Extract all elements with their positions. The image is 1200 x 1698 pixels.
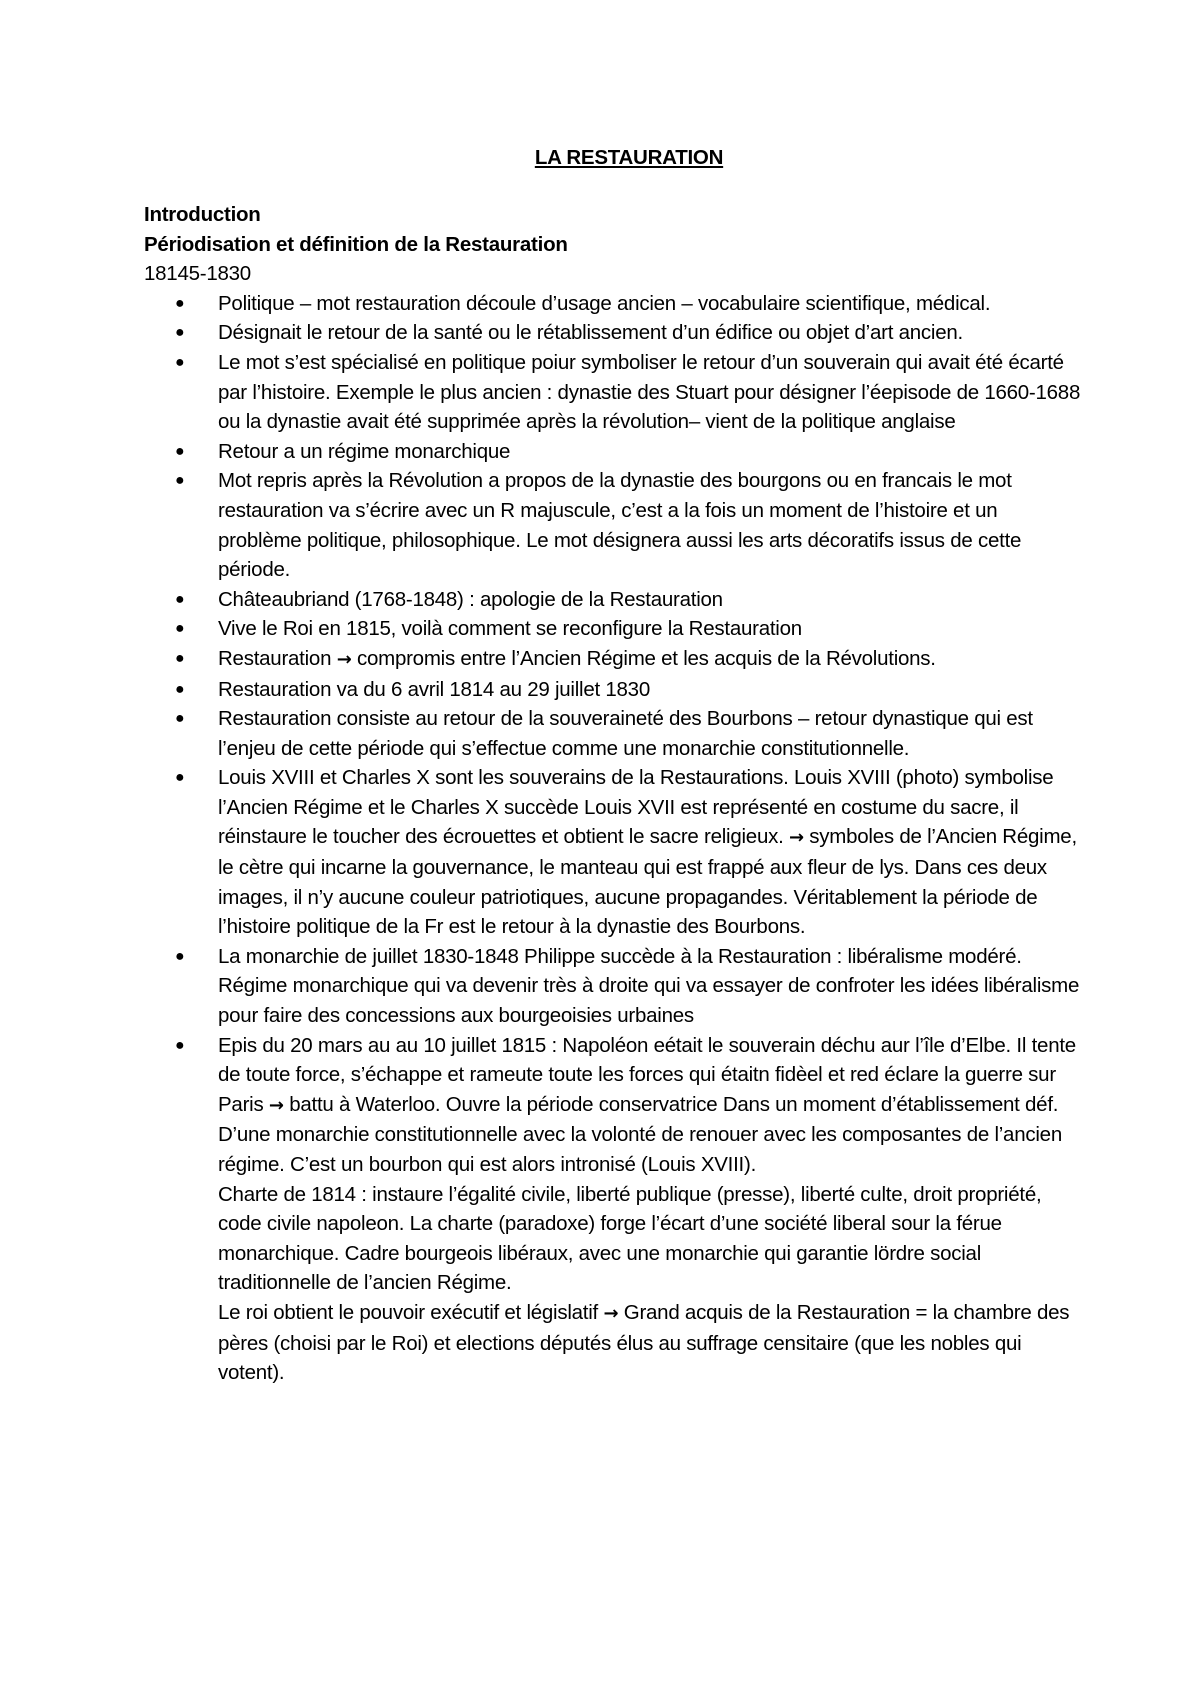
text-segment: Louis XVIII et Charles X sont les souverains de la Restaurations. Louis XVIII (photo) symbolise l’Ancien Régime et le Charles X succède Louis XVII est représenté en costume du sacre, il réinstaure le toucher des écrouettes et obtient le sacre religieux. [218,766,1054,849]
bullet-icon: ● [175,710,185,728]
bullet-icon: ● [175,1036,185,1054]
list-item-text: Désignait le retour de la santé ou le rétablissement d’un édifice ou objet d’art ancien. [218,321,963,345]
list-item-text: Restauration va du 6 avril 1814 au 29 juillet 1830 [218,677,650,701]
text-segment: symboles de l’Ancien Régime, le cètre qui incarne la gouvernance, le manteau qui est frappé aux fleur de lys. Dans ces deux images, il n’y aucune couleur patriotiques, aucune propagandes. Véritablement la période de l’histoire politique de la Fr est le retour à la dynastie des Bourbons. [218,825,1077,939]
text-segment: Grand acquis de la Restauration = la chambre des pères (choisi par le Roi) et elections députés élus au suffrage censitaire (que les nobles qui votent). [218,1300,1070,1385]
text-segment: Epis du 20 mars au au 10 juillet 1815 : Napoléon eétait le souverain déchu aur l’île d’Elbe. Il tente de toute force, s’échappe et rameute toute les forces qui étaitn fidèel et red éclare la guerre sur Paris [218,1033,1076,1116]
list-item [175,614,1084,644]
list-item [175,289,1084,319]
pouvoir-paragraph [218,1298,1084,1388]
list-item-text: La monarchie de juillet 1830-1848 Philippe succède à la Restauration : libéralisme modéré. Régime monarchique qui va devenir très à droite qui va essayer de confroter les idées libéralisme pour faire des concessions aux bourgeoisies urbaines [218,944,1080,1028]
list-item [175,675,1084,705]
page-title: LA RESTAURATION [534,146,724,169]
list-item [175,348,1084,437]
list-item [175,704,1084,763]
list-item [175,644,1084,675]
bullet-icon: ● [175,769,185,787]
arrow-right-icon: → [268,1094,284,1116]
arrow-right-icon: → [336,648,352,670]
text-segment: Restauration [218,646,337,670]
list-item [175,763,1084,942]
bullet-icon: ● [175,353,185,371]
list-item-text: Retour a un régime monarchique [218,439,511,463]
charte-paragraph: Charte de 1814 : instaure l’égalité civile, liberté publique (presse), liberté culte, droit propriété, code civile napoleon. La charte (paradoxe) forge l’écart d’une société liberal sour la férue monarchique. Cadre bourgeois libéraux, avec une monarchie qui garantie lördre social traditionnelle de l’ancien Régime. [218,1182,1042,1295]
list-item [175,437,1084,467]
list-item [175,585,1084,615]
text-segment: Le roi obtient le pouvoir exécutif et législatif [218,1300,604,1324]
list-item-text [218,763,1084,942]
list-item-text [218,1031,1084,1180]
list-item [175,942,1084,1031]
list-item [175,1031,1084,1388]
list-item-text: Mot repris après la Révolution a propos de la dynastie des bourgons ou en francais le mot restauration va s’écrire avec un R majuscule, c’est a la fois un moment de l’histoire et un problème politique, philosophique. Le mot désignera aussi les arts décoratifs issus de cette période. [218,469,1022,582]
list-item-text [218,644,1084,675]
bullet-icon: ● [175,442,185,460]
heading-periodisation: Périodisation et définition de la Restauration [144,232,568,256]
bullet-icon: ● [175,324,185,342]
list-item-text: Vive le Roi en 1815, voilà comment se reconfigure la Restauration [218,617,802,641]
bullet-icon: ● [175,620,185,638]
bullet-list [144,289,1084,1388]
bullet-icon: ● [175,472,185,490]
heading-introduction: Introduction [144,203,261,226]
date-range: 18145-1830 [144,262,251,286]
bullet-icon: ● [175,680,185,698]
document-body [144,143,1084,1388]
list-item-text: Le mot s’est spécialisé en politique poiur symboliser le retour d’un souverain qui avait été écarté par l’histoire. Exemple le plus ancien : dynastie des Stuart pour désigner l’éepisode de 1660-1688 ou la dynastie avait été supprimée après la révolution– vient de la politique anglaise [218,350,1081,434]
arrow-right-icon: → [603,1302,619,1324]
list-item [175,318,1084,348]
text-segment: compromis entre l’Ancien Régime et les acquis de la Révolutions. [351,646,936,670]
list-item-text: Châteaubriand (1768-1848) : apologie de la Restauration [218,587,723,611]
text-segment: battu à Waterloo. Ouvre la période conservatrice Dans un moment d’établissement déf. D’une monarchie constitutionnelle avec la volonté de renouer avec les composantes de l’ancien régime. C’est un bourbon qui est alors intronisé (Louis XVIII). [218,1092,1062,1176]
bullet-icon: ● [175,649,185,667]
list-item [175,466,1084,584]
bullet-icon: ● [175,294,185,312]
list-item-text: Politique – mot restauration découle d’usage ancien – vocabulaire scientifique, médical. [218,291,991,315]
bullet-icon: ● [175,590,185,608]
arrow-right-icon: → [789,827,804,849]
list-item-text: Restauration consiste au retour de la souveraineté des Bourbons – retour dynastique qui est l’enjeu de cette période qui s’effectue comme une monarchie constitutionnelle. [218,707,1033,760]
bullet-icon: ● [175,947,185,965]
